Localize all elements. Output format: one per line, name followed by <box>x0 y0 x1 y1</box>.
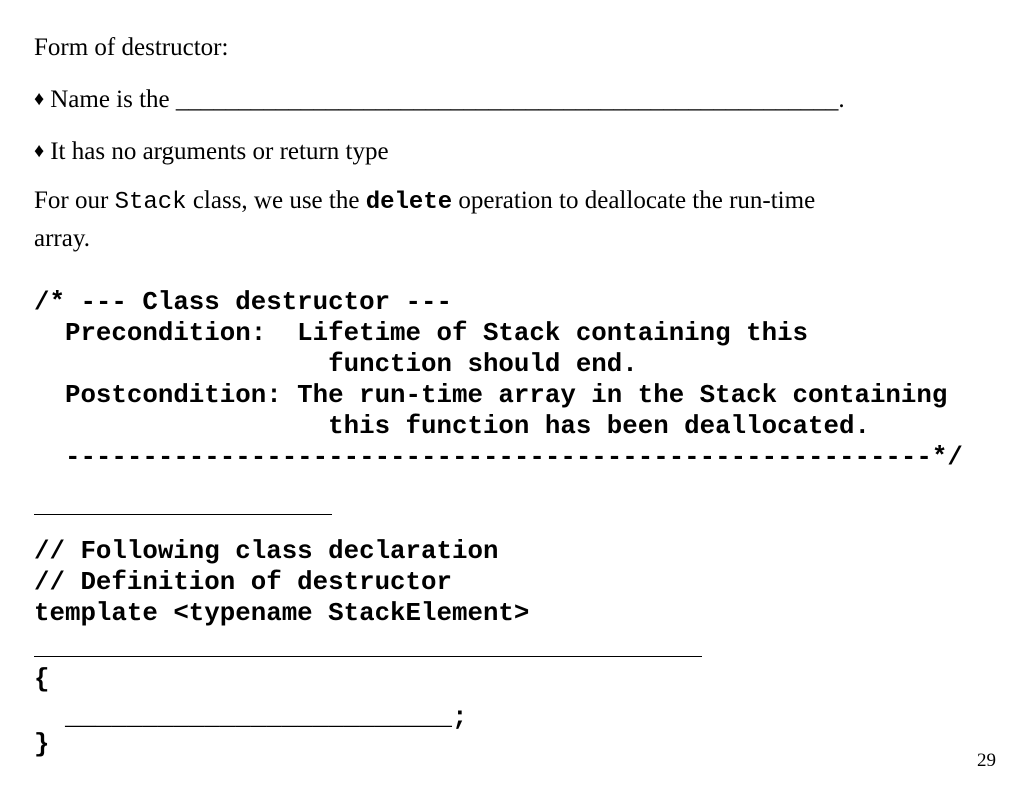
destructor-body-blank: _________________________; <box>34 703 468 732</box>
destructor-comment-block: /* --- Class destructor --- Precondition: Lifetime of Stack containing this function should end. Postcondition: The run-time array in the Stack containing this function has been deallocated. --------------------------------------------------------*/ <box>34 288 963 472</box>
blank-rule-short <box>34 514 332 515</box>
stack-class-name: Stack <box>114 189 187 216</box>
open-brace: { <box>34 665 50 694</box>
diamond-bullet-icon: ♦ <box>34 140 45 162</box>
paragraph-line-1 <box>34 187 815 216</box>
bullet-name-blank: _____________________________________________________ <box>175 86 839 113</box>
paragraph-part1: For our <box>34 187 115 214</box>
paragraph-part2: class, we use the <box>186 187 366 214</box>
template-code-block: // Following class declaration // Definition of destructor template <typename StackElement> <box>34 537 530 628</box>
bullet-no-arguments <box>34 138 389 166</box>
diamond-bullet-icon: ♦ <box>34 88 45 110</box>
bullet-name <box>34 86 845 114</box>
paragraph-part3: operation to deallocate the run-time <box>452 187 816 214</box>
slide-heading: Form of destructor: <box>34 34 229 61</box>
bullet-name-suffix: . <box>838 86 845 113</box>
blank-rule-long <box>34 656 702 657</box>
close-brace: } <box>34 730 50 759</box>
page-number: 29 <box>977 750 996 771</box>
delete-keyword: delete <box>365 189 453 216</box>
bullet-no-arguments-text: It has no arguments or return type <box>50 138 389 165</box>
bullet-name-prefix: Name is the <box>50 86 176 113</box>
paragraph-line-2: array. <box>34 225 90 252</box>
